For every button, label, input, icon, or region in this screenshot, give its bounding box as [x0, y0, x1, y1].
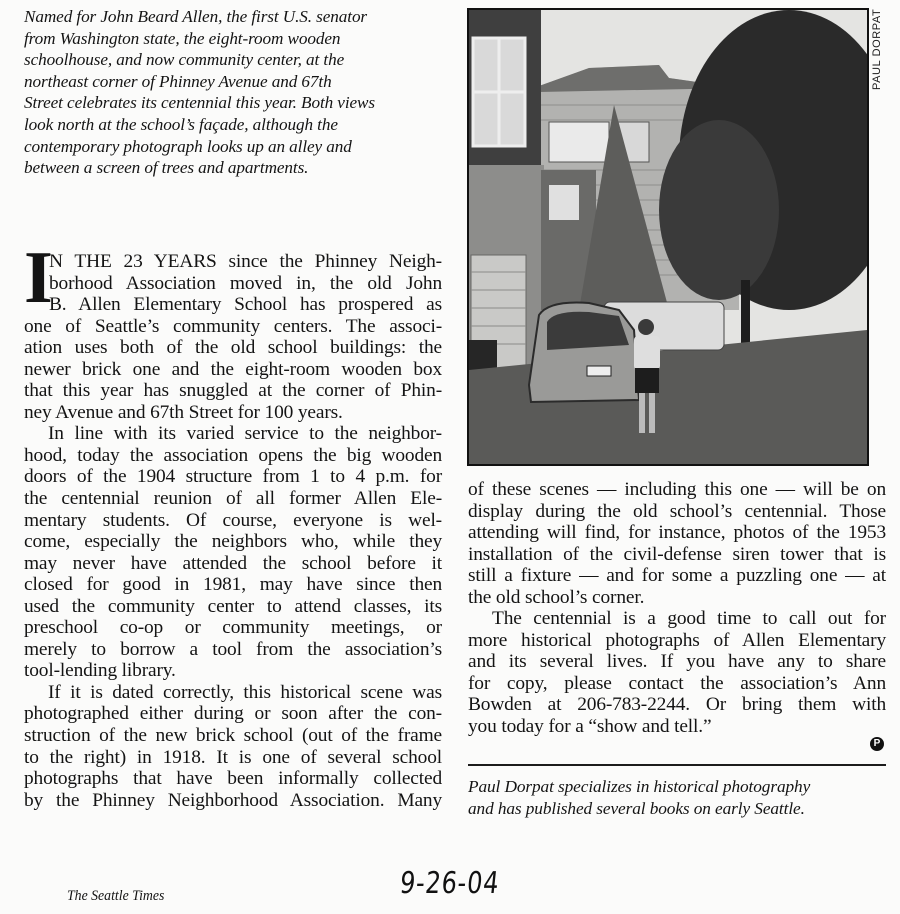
divider-rule [468, 764, 886, 766]
drop-cap: I [24, 237, 53, 319]
article-line: N THE 23 YEARS since the Phinney Neigh- [49, 251, 442, 272]
porch-window [549, 185, 579, 220]
article-line: B. Allen Elementary School has prospered as [49, 294, 442, 316]
article-line: that this year has snuggled at the corner of Phin- [24, 380, 442, 402]
article-line: to the right) in 1918. It is one of several school [24, 746, 442, 768]
person-shirt [634, 336, 660, 370]
article-line: you today for a “show and tell.” [468, 716, 712, 738]
article-line: photographs that have been informally collected [24, 768, 442, 790]
caption-line: look north at the school’s façade, although the [24, 114, 338, 134]
article-line: struction of the new brick school (out of the frame [24, 725, 442, 747]
end-mark-icon: P [870, 737, 884, 751]
article-line: by the Phinney Neighborhood Association. Many [24, 789, 442, 811]
caption-line: between a screen of trees and apartments. [24, 158, 309, 178]
author-bio [468, 776, 886, 820]
tree-foliage [659, 120, 779, 300]
person-shorts [635, 368, 659, 393]
bio-line: and has published several books on early Seattle. [468, 799, 805, 818]
person-head [638, 319, 654, 335]
caption-line: from Washington state, the eight-room wooden [24, 28, 341, 48]
bio-line: Paul Dorpat specializes in historical photography [468, 777, 811, 796]
article-line: come, especially the neighbors who, while they [24, 531, 442, 553]
article-line: If it is dated correctly, this historical scene was [48, 681, 442, 703]
article-line: used the community center to attend classes, its [24, 595, 442, 617]
article-line: of these scenes — including this one — will be on [468, 479, 886, 500]
article-line: still a fixture — and for some a puzzling one — at [468, 565, 886, 587]
article-line: the old school’s corner. [468, 586, 645, 608]
contemporary-photograph [467, 8, 869, 466]
article-line: may never have attended the school before it [24, 552, 442, 574]
article-line: The centennial is a good time to call out for [492, 608, 886, 630]
article-column-right [468, 479, 886, 738]
left-column-lines [24, 237, 442, 811]
article-line: more historical photographs of Allen Elementary [468, 629, 886, 651]
article-line: merely to borrow a tool from the association’s [24, 638, 442, 660]
caption-line: Street celebrates its centennial this year. Both views [24, 93, 375, 113]
article-line: borhood Association moved in, the old John [49, 272, 442, 294]
alley-scene-illustration [469, 10, 867, 464]
article-line: and its several lives. If you have any to share [468, 651, 886, 673]
article-line: display during the old school’s centennial. Those [468, 500, 886, 522]
person-leg [649, 393, 655, 433]
photo-caption [24, 6, 454, 179]
article-line: ation uses both of the old school buildings: the [24, 337, 442, 359]
handwritten-date: 9-26-04 [398, 866, 502, 901]
photo-credit: PAUL DORPAT [871, 8, 883, 90]
article-line: one of Seattle’s community centers. The associ- [24, 315, 442, 337]
article-line: photographed either during or soon after the con- [24, 703, 442, 725]
article-line: mentary students. Of course, everyone is wel- [24, 509, 442, 531]
publication-name: The Seattle Times [67, 888, 165, 904]
article-line: newer brick one and the eight-room wooden box [24, 358, 442, 380]
article-line: tool-lending library. [24, 660, 176, 682]
caption-line: Named for John Beard Allen, the first U.S. senator [24, 7, 368, 26]
article-line: closed for good in 1981, may have since then [24, 574, 442, 596]
car-rear-window [547, 312, 629, 350]
article-line: In line with its varied service to the neighbor- [48, 423, 442, 445]
person-leg [639, 393, 645, 433]
article-column-left [24, 237, 442, 811]
right-column-lines [468, 479, 886, 738]
caption-line: northeast corner of Phinney Avenue and 67th [24, 71, 332, 91]
article-line: preschool co-op or community meetings, or [24, 617, 442, 639]
article-line: attending will find, for instance, photos of the 1953 [468, 522, 886, 544]
article-line: installation of the civil-defense siren tower that is [468, 543, 886, 565]
article-line: the centennial reunion of all former Allen Ele- [24, 488, 442, 510]
article-line: for copy, please contact the association’s Ann [468, 672, 886, 694]
article-line: ney Avenue and 67th Street for 100 years. [24, 401, 343, 423]
license-plate [587, 366, 611, 376]
article-line: Bowden at 206-783-2244. Or bring them with [468, 694, 886, 716]
caption-line: contemporary photograph looks up an alley and [24, 136, 352, 156]
caption-line: schoolhouse, and now community center, at the [24, 50, 345, 70]
building-window [549, 122, 609, 162]
article-line: doors of the 1904 structure from 1 to 4 p.m. for [24, 466, 442, 488]
article-line: hood, today the association opens the big wooden [24, 444, 442, 466]
